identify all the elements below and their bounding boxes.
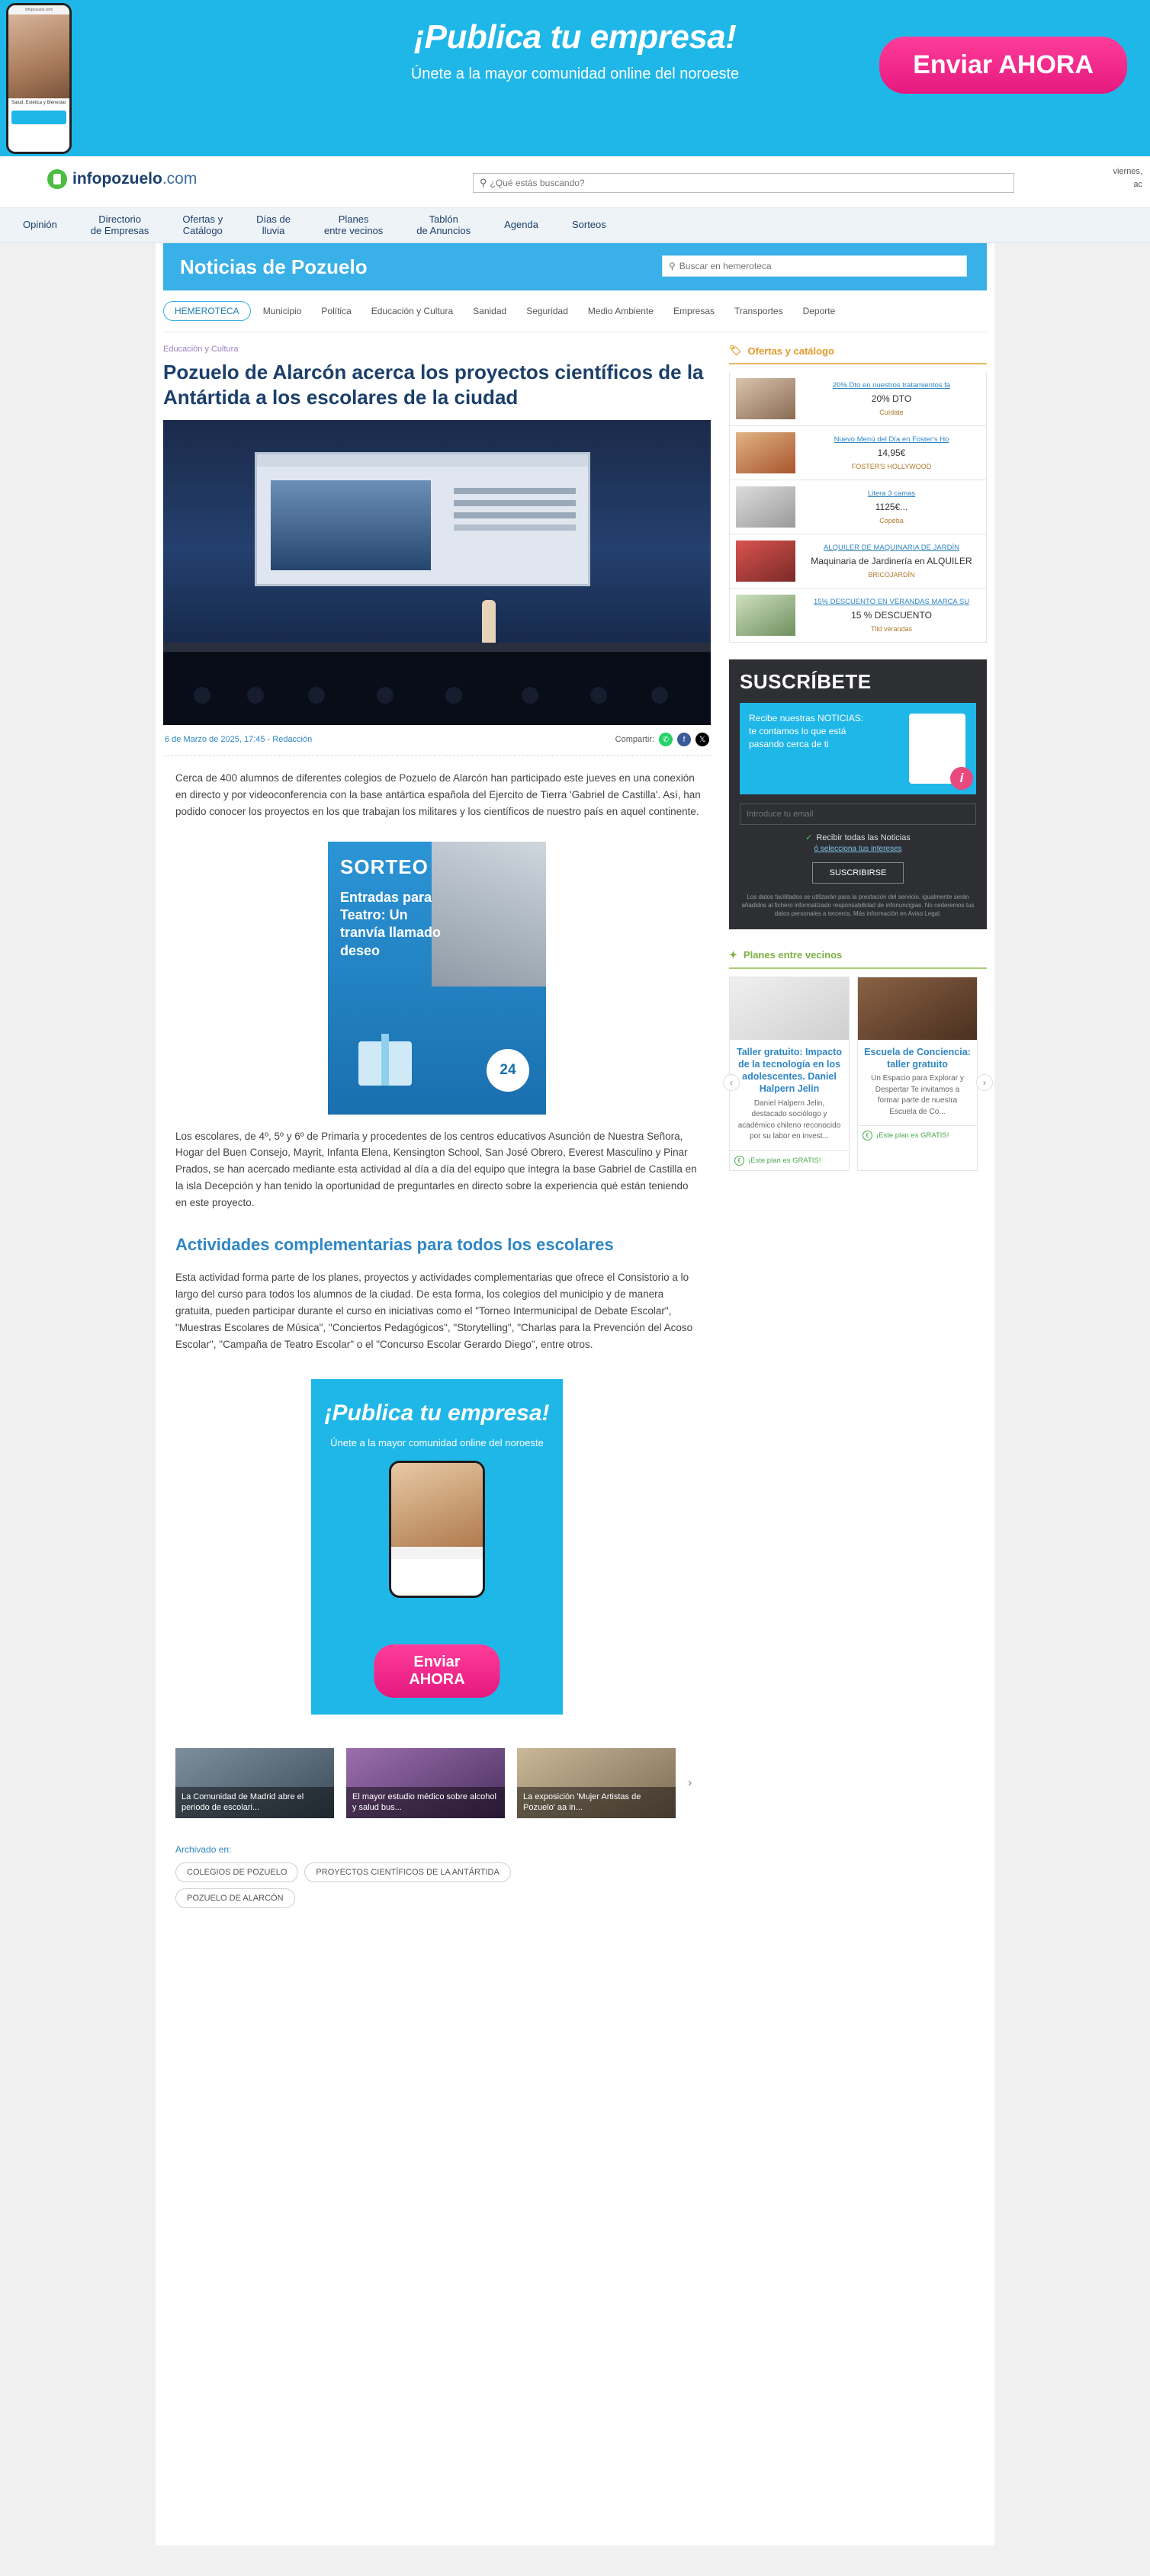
- chip-sanidad[interactable]: Sanidad: [465, 302, 514, 320]
- related-caption: El mayor estudio médico sobre alcohol y salud bus...: [346, 1787, 505, 1818]
- chip-politica[interactable]: Política: [313, 302, 358, 320]
- plans-header: [729, 949, 987, 969]
- site-header: [0, 156, 1150, 208]
- nav-label: Agenda: [504, 219, 538, 231]
- logo-text: [72, 170, 197, 188]
- nav-item-ofertas[interactable]: [165, 214, 239, 237]
- plan-title: Taller gratuito: Impacto de la tecnología en los adolescentes. Daniel Halpern Jelin: [737, 1046, 842, 1095]
- offer-thumbnail: [736, 595, 795, 636]
- offer-brand: Copeba: [879, 516, 904, 525]
- sidebar: [729, 345, 987, 1171]
- nav-label-2: Catálogo: [182, 224, 223, 236]
- offer-brand: BRICOJARDÍN: [868, 570, 915, 579]
- banner-subtitle: Únete a la mayor comunidad online del noroeste: [410, 66, 740, 82]
- stage-edge: [163, 643, 711, 652]
- nav-label-2: entre vecinos: [323, 224, 384, 236]
- article-column: [163, 345, 711, 1908]
- article-kicker[interactable]: Educación y Cultura: [163, 345, 239, 354]
- plan-description: Un Espacio para Explorar y Despertar Te invitamos a formar parte de nuestra Escuela de Co...: [871, 1074, 964, 1116]
- chip-municipio[interactable]: Municipio: [255, 302, 310, 320]
- leaf-icon: [47, 169, 67, 189]
- audience-head: [194, 687, 210, 704]
- audience-head: [308, 687, 325, 704]
- nav-item-directorio[interactable]: [74, 214, 166, 237]
- offer-row[interactable]: [729, 426, 987, 480]
- nav-label: Planes: [338, 213, 369, 225]
- offer-thumbnail: [736, 541, 795, 582]
- plan-free-label: ¡Este plan es GRATIS!: [748, 1156, 821, 1165]
- related-caption: La Comunidad de Madrid abre el periodo de escolari...: [175, 1787, 334, 1818]
- chip-hemeroteca[interactable]: HEMEROTECA: [163, 301, 251, 321]
- main-navigation: [0, 208, 1150, 243]
- subscribe-legal-text: Los datos facilitados se utilizarán para la prestación del servicio, igualmente serán añadidos al fichero informatizado responsabilidad de infonuncigias. No cederemos tus datos personales a terceros. Más información en Aviso Legal.: [741, 893, 975, 918]
- offer-row[interactable]: [729, 534, 987, 589]
- page-title: Noticias de Pozuelo: [180, 255, 368, 278]
- hemeroteca-search-input[interactable]: [679, 261, 960, 271]
- nav-item-dias-de-lluvia[interactable]: [239, 214, 307, 237]
- offer-row[interactable]: [729, 480, 987, 534]
- subscribe-check-label: Recibir todas las Noticias: [816, 833, 911, 842]
- plan-card[interactable]: [729, 977, 850, 1171]
- related-card[interactable]: [517, 1748, 676, 1818]
- banner-phone-button: [11, 111, 66, 124]
- offer-value: 15 % DESCUENTO: [851, 609, 932, 621]
- site-logo[interactable]: [47, 169, 197, 189]
- plan-title: Escuela de Conciencia: taller gratuito: [864, 1046, 971, 1070]
- offer-link[interactable]: 20% Dto en nuestros tratamientos fa: [832, 380, 951, 390]
- nav-item-opinion[interactable]: [0, 220, 74, 231]
- offer-thumbnail: [736, 486, 795, 528]
- ad-sorteo-tag: SORTEO: [340, 855, 429, 878]
- chip-empresas[interactable]: Empresas: [666, 302, 722, 320]
- related-next-arrow[interactable]: ›: [688, 1776, 692, 1789]
- whatsapp-icon[interactable]: ✆: [659, 733, 673, 746]
- page-body: [0, 243, 1150, 2576]
- subscribe-title: SUSCRÍBETE: [740, 670, 872, 693]
- newsletter-icon: [909, 714, 965, 784]
- search-icon: ⚲: [480, 177, 487, 188]
- banner-phone-url: infopozuelo.com: [8, 5, 69, 14]
- subscribe-button[interactable]: SUSCRIBIRSE: [812, 862, 904, 884]
- speaker-figure: [482, 600, 496, 643]
- audience-head: [445, 687, 462, 704]
- article-body: [163, 770, 711, 820]
- ad-sorteo[interactable]: [328, 842, 546, 1115]
- presentation-screen: [255, 452, 590, 586]
- share-bar: [615, 733, 709, 746]
- nav-item-sorteos[interactable]: [555, 220, 623, 231]
- header-date: [1113, 165, 1142, 191]
- logo-main: infopozuelo: [72, 170, 162, 188]
- archive-tag[interactable]: POZUELO DE ALARCÓN: [175, 1888, 295, 1908]
- plans-prev-button[interactable]: ‹: [723, 1074, 740, 1091]
- top-promo-banner: [0, 0, 1150, 156]
- nav-label-2: de Anuncios: [416, 224, 471, 236]
- ad-publish-subtitle: Únete a la mayor comunidad online del noroeste: [330, 1437, 544, 1449]
- nav-label-2: lluvia: [262, 224, 285, 236]
- article-subtitle: Actividades complementarias para todos los escolares: [175, 1234, 614, 1254]
- screen-text-lines: [454, 488, 576, 494]
- subscribe-text: Recibe nuestras NOTICIAS: te contamos lo que está pasando cerca de ti: [749, 713, 864, 749]
- nav-label: Opinión: [23, 219, 57, 231]
- nav-item-agenda[interactable]: [487, 220, 555, 231]
- offer-thumbnail: [736, 378, 795, 419]
- offer-text: [803, 597, 980, 634]
- banner-phone-caption: Salud, Estética y Bienestar: [11, 101, 66, 105]
- logo-suffix: .com: [162, 170, 198, 188]
- chip-seguridad[interactable]: Seguridad: [519, 302, 576, 320]
- nav-label: Directorio: [98, 213, 141, 225]
- offer-row[interactable]: [729, 372, 987, 426]
- euro-icon: €: [734, 1156, 744, 1166]
- chip-transportes[interactable]: Transportes: [727, 302, 791, 320]
- chip-deporte[interactable]: Deporte: [795, 302, 843, 320]
- banner-title: ¡Publica tu empresa!: [413, 18, 737, 56]
- offer-link[interactable]: Nuevo Menú del Día en Foster's Ho: [834, 435, 949, 444]
- section-header: [163, 243, 987, 290]
- audience-head: [590, 687, 607, 704]
- nav-label: Sorteos: [571, 219, 606, 231]
- plan-free-badge: [730, 1150, 849, 1170]
- related-caption: La exposición 'Mujer Artistas de Pozuelo' aa in...: [517, 1787, 676, 1818]
- nav-label: Días de: [256, 213, 291, 225]
- offer-value: Maquinaria de Jardinería en ALQUILER: [811, 555, 972, 566]
- content-container: [156, 243, 994, 2546]
- plans-section: [729, 949, 987, 1171]
- plan-description: Daniel Halpern Jelin, destacado sociólogo y académico chileno reconocido por su labor en invest...: [737, 1099, 841, 1141]
- offer-link[interactable]: ALQUILER DE MAQUINARIA DE JARDÍN: [824, 543, 959, 552]
- related-articles: [175, 1748, 702, 1818]
- offer-text: [803, 543, 980, 580]
- related-card[interactable]: [175, 1748, 334, 1818]
- gift-icon: [358, 1041, 412, 1086]
- offer-brand: FOSTER'S HOLLYWOOD: [851, 462, 932, 470]
- offer-thumbnail: [736, 432, 795, 473]
- ad-publish-phone-mockup: [389, 1461, 485, 1598]
- banner-cta-button[interactable]: Enviar AHORA: [879, 37, 1127, 94]
- nav-label: Ofertas y: [182, 213, 223, 225]
- offer-link[interactable]: Litera 3 camas: [867, 489, 916, 498]
- plans-next-button[interactable]: ›: [976, 1074, 993, 1091]
- audience-head: [522, 687, 538, 704]
- subscribe-email-input[interactable]: [740, 804, 976, 825]
- plan-free-label: ¡Este plan es GRATIS!: [876, 1131, 949, 1140]
- euro-icon: €: [862, 1131, 872, 1140]
- ad-sorteo-text: Entradas para Teatro: Un tranvía llamado deseo: [340, 889, 442, 958]
- chip-medio-ambiente[interactable]: Medio Ambiente: [580, 302, 661, 320]
- article-title: Pozuelo de Alarcón acerca los proyectos científicos de la Antártida a los escolares de la ciudad: [163, 361, 704, 409]
- plan-image: [858, 977, 977, 1040]
- screen-photo: [271, 480, 431, 570]
- nav-item-tablon[interactable]: [400, 214, 487, 237]
- offer-link[interactable]: 15% DESCUENTO EN VERANDAS MARCA SU: [813, 597, 970, 606]
- archive-section: [175, 1844, 699, 1908]
- ad-sorteo-brand: 24: [487, 1049, 529, 1092]
- offer-text: [803, 435, 980, 472]
- plan-image: [730, 977, 849, 1040]
- nav-label-2: de Empresas: [90, 224, 149, 236]
- search-input[interactable]: [490, 178, 1007, 188]
- ad-publish-company[interactable]: [311, 1379, 563, 1715]
- share-label: Compartir:: [615, 735, 654, 744]
- subscribe-checkbox-row[interactable]: [740, 832, 976, 842]
- header-date-line2: ac: [1133, 179, 1142, 189]
- related-card[interactable]: [346, 1748, 505, 1818]
- archive-tag[interactable]: PROYECTOS CIENTÍFICOS DE LA ANTÁRTIDA: [304, 1862, 510, 1882]
- article-date: 6 de Marzo de 2025, 17:45 - Redacción: [165, 735, 313, 744]
- article-body-2: [163, 1128, 711, 1211]
- archive-tags-row2: [175, 1888, 699, 1908]
- subscribe-card: [740, 703, 976, 794]
- plan-free-badge: [858, 1125, 977, 1145]
- article-hero-image: [163, 420, 711, 725]
- article-paragraph-2: Los escolares, de 4º, 5º y 6º de Primaria y procedentes de los centros educativos Asunción de Nuestra Señora, Hogar del Buen Consejo, Mayrit, Infanta Elena, Kensington School, San José Obrero, Everest Masculino y Pinar Prados, se han acercado mediante esta actividad al día a día del equipo que integra la base Gabriel de Castilla en la isla Decepción y han tenido la oportunidad de preguntarles en directo sobre la experiencia qué están teniendo en este proyecto.: [175, 1130, 697, 1209]
- ad-publish-cta-button[interactable]: Enviar AHORA: [374, 1644, 500, 1698]
- check-icon: ✓: [805, 833, 813, 842]
- audience-head: [651, 687, 668, 704]
- offers-header: [729, 345, 987, 364]
- audience-head: [247, 687, 264, 704]
- offer-value: 20% DTO: [871, 393, 912, 404]
- offer-text: [803, 489, 980, 526]
- offer-value: 14,95€: [877, 447, 906, 458]
- hemeroteca-search[interactable]: [662, 255, 967, 277]
- ad-publish-phone-text: [391, 1547, 483, 1559]
- archive-label: Archivado en:: [175, 1843, 232, 1855]
- article-paragraph-3: Esta actividad forma parte de los planes, proyectos y actividades complementarias que ofrece el Consistorio a lo largo del curso para todos los alumnos de la ciudad. De esta forma, los colegios del municipio y de manera gratuita, pueden participar durante el curso en iniciativas como el "Torneo Intermunicipal de Debate Escolar", "Muestras Escolares de Música", "Conciertos Pedagógicos", "Storytelling", "Charlas para la Prevención del Acoso Escolar", "Campaña de Teatro Escolar" o el "Concurso Escolar Gerardo Diego", entre otros.: [175, 1272, 693, 1350]
- plans-carousel: [729, 977, 987, 1171]
- offer-text: [803, 380, 980, 418]
- category-chips: [163, 301, 987, 332]
- chip-educacion-y-cultura[interactable]: Educación y Cultura: [364, 302, 461, 320]
- offer-row[interactable]: [729, 589, 987, 643]
- offer-brand: Cuídate: [879, 408, 904, 416]
- plan-card[interactable]: [857, 977, 978, 1171]
- archive-tag[interactable]: COLEGIOS DE POZUELO: [175, 1862, 298, 1882]
- facebook-icon[interactable]: f: [677, 733, 691, 746]
- offer-value: 1125€...: [875, 501, 908, 512]
- ad-publish-title: ¡Publica tu empresa!: [324, 1400, 550, 1426]
- offers-title: Ofertas y catálogo: [747, 345, 834, 357]
- tag-icon: 🏷: [729, 345, 742, 356]
- article-meta: [163, 725, 711, 756]
- plans-title: Planes entre vecinos: [743, 949, 843, 961]
- article-paragraph-1: Cerca de 400 alumnos de diferentes colegios de Pozuelo de Alarcón han participado este jueves en una conexión en directo y por videoconferencia con la base antártica española del Ejercito de Tierra 'Gabriel de Castilla'. Así, han podido conocer los proyectos en los que trabajan los militares y los científicos de nuestro país en aquel continente.: [175, 772, 701, 817]
- archive-tags: [175, 1862, 699, 1882]
- subscribe-box: [729, 659, 987, 929]
- offer-brand: Tlld verandas: [870, 624, 913, 633]
- search-icon: ⚲: [669, 261, 676, 271]
- audience-area: [163, 652, 711, 725]
- nav-label: Tablón: [429, 213, 458, 225]
- header-search[interactable]: [473, 173, 1014, 193]
- sparkle-icon: ✦: [729, 948, 737, 961]
- screen-toolbar: [257, 454, 588, 467]
- nav-item-planes[interactable]: [307, 214, 400, 237]
- article-body-3: [163, 1269, 711, 1352]
- audience-head: [377, 687, 394, 704]
- header-date-line1: viernes,: [1113, 167, 1142, 176]
- x-twitter-icon[interactable]: 𝕏: [695, 733, 709, 746]
- subscribe-interests-link[interactable]: ó selecciona tus intereses: [814, 845, 902, 853]
- ad-publish-phone-image: [391, 1463, 483, 1547]
- two-column-layout: [163, 345, 987, 1908]
